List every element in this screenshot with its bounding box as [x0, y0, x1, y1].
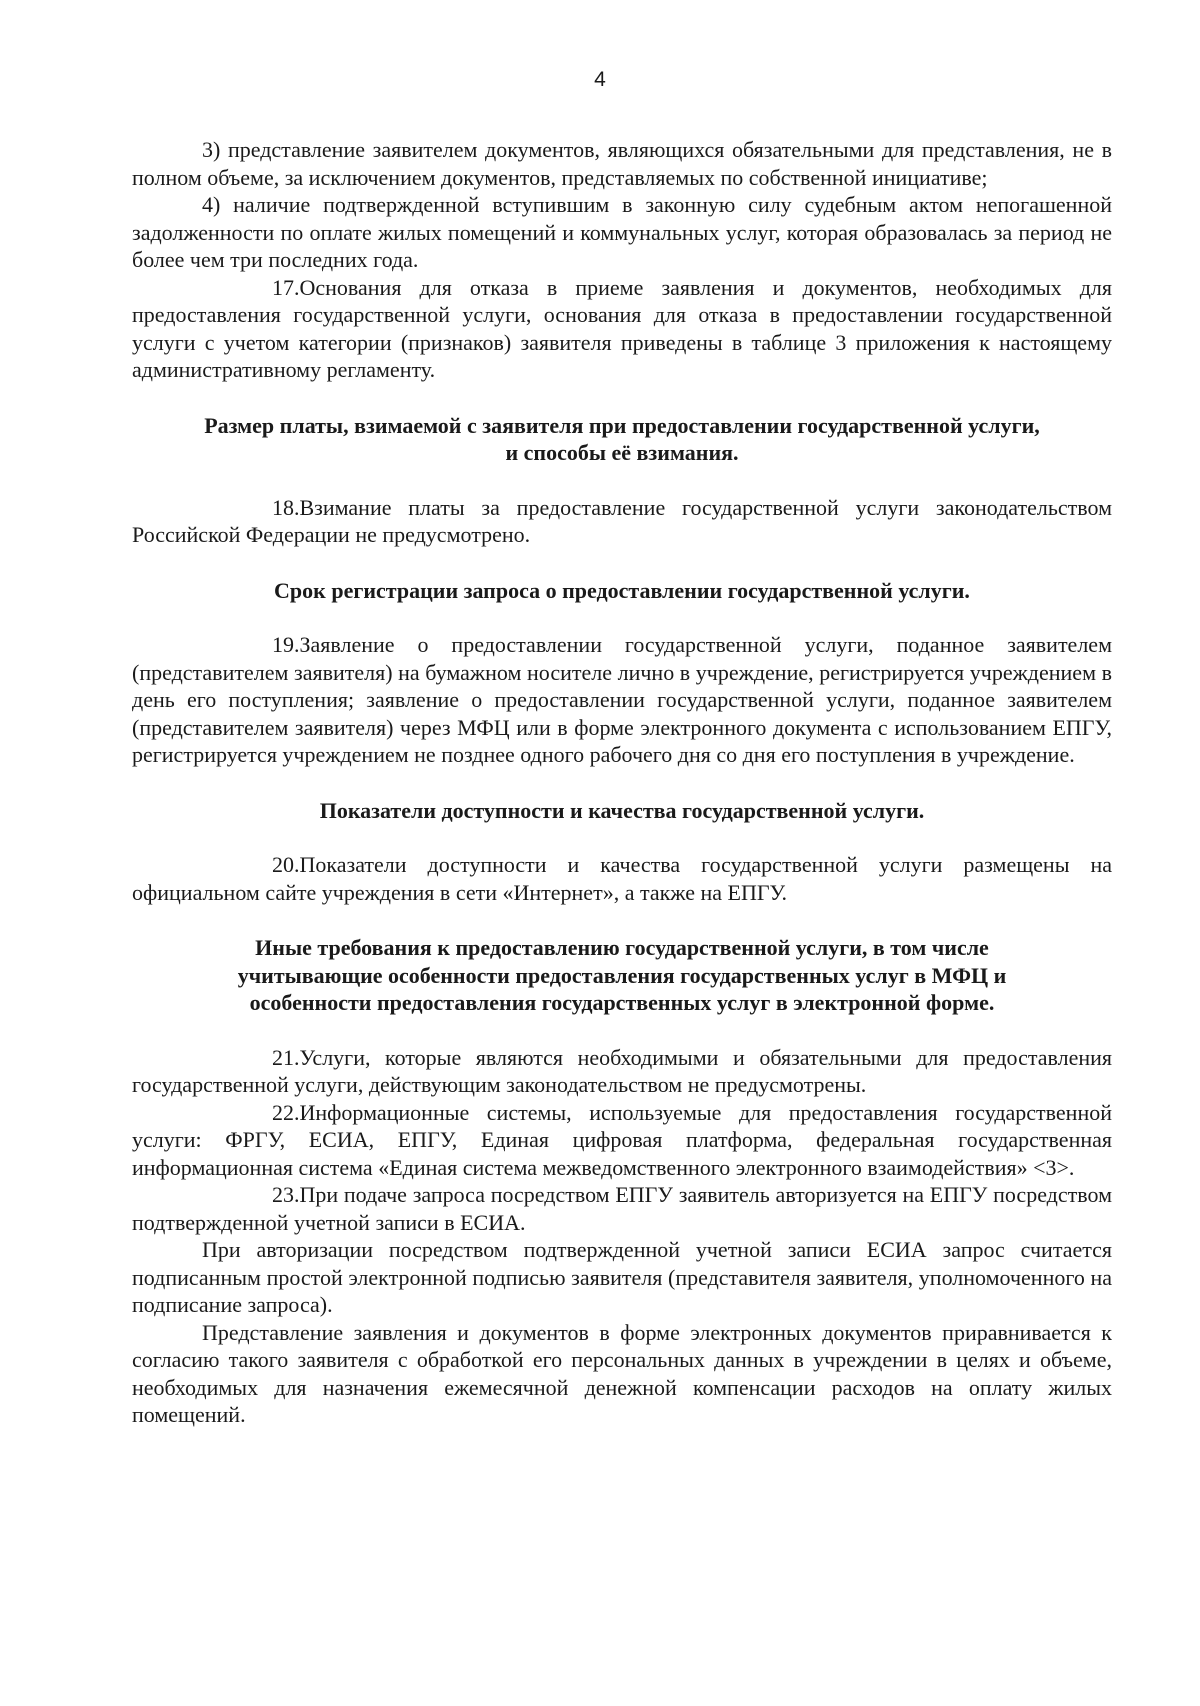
paragraph-number: 20.	[272, 852, 300, 877]
paragraph-text: Основания для отказа в приеме заявления и документов, необходимых для предоставления государственной услуги, основания для отказа в предоставлении государственной услуги с учетом категории (признаков) заявителя приведены в таблице 3 приложения к настоящему административному регламенту.	[132, 274, 1112, 382]
section-heading-other-requirements: Иные требования к предоставлению государственной услуги, в том числе учитывающие особенности предоставления государственных услуг в МФЦ и особенности предоставления государственных услуг в электронной форме.	[237, 935, 1007, 1015]
paragraph-20	[132, 851, 1112, 906]
paragraph-number: 18.	[272, 494, 300, 520]
paragraph-19	[132, 631, 1112, 769]
paragraph-text: Взимание платы за предоставление государственной услуги законодательством Российской Федерации не предусмотрено.	[132, 494, 1112, 547]
section-heading-quality: Показатели доступности и качества государственной услуги.	[319, 797, 925, 823]
paragraph-item-4: 4) наличие подтвержденной вступившим в законную силу судебным актом непогашенной задолженности по оплате жилых помещений и коммунальных услуг, которая образовалась за период не более чем три последних года.	[132, 192, 1112, 272]
document-body	[132, 136, 1112, 1429]
paragraph-number: 21.	[272, 1044, 300, 1070]
paragraph-number: 23.	[272, 1182, 300, 1207]
paragraph-17	[132, 274, 1112, 384]
paragraph-22	[132, 1099, 1112, 1182]
paragraph-number: 19.	[272, 632, 300, 657]
paragraph-authorization: При авторизации посредством подтвержденной учетной записи ЕСИА запрос считается подписанным простой электронной подписью заявителя (представителя заявителя, уполномоченного на подписание запроса).	[132, 1237, 1112, 1317]
paragraph-item-3: 3) представление заявителем документов, являющихся обязательными для представления, не в полном объеме, за исключением документов, представляемых по собственной инициативе;	[132, 137, 1112, 190]
paragraph-text: Услуги, которые являются необходимыми и обязательными для предоставления государственной услуги, действующим законодательством не предусмотрены.	[132, 1044, 1112, 1097]
paragraph-number: 17.	[272, 274, 300, 300]
paragraph-number: 22.	[272, 1099, 300, 1125]
page-number: 4	[594, 68, 606, 91]
paragraph-consent: Представление заявления и документов в форме электронных документов приравнивается к согласию такого заявителя с обработкой его персональных данных в учреждении в целях и объеме, необходимых для назначения ежемесячной денежной компенсации расходов на оплату жилых помещений.	[132, 1319, 1112, 1427]
paragraph-21	[132, 1044, 1112, 1099]
paragraph-text: Заявление о предоставлении государственной услуги, поданное заявителем (представителем заявителя) на бумажном носителе лично в учреждение, регистрируется учреждением в день его поступления; заявление о предоставлении государственной услуги, поданное заявителем (представителем заявителя) через МФЦ или в форме электронного документа с использованием ЕПГУ, регистрируется учреждением не позднее одного рабочего дня со дня его поступления в учреждение.	[132, 632, 1112, 767]
paragraph-18	[132, 494, 1112, 549]
paragraph-text: Информационные системы, используемые для предоставления государственной услуги: ФРГУ, ЕСИА, ЕПГУ, Единая цифровая платформа, федеральная государственная информационная система «Единая система межведомственного электронного взаимодействия» <3>.	[132, 1099, 1112, 1180]
section-heading-registration: Срок регистрации запроса о предоставлении государственной услуги.	[274, 577, 970, 603]
paragraph-text: Показатели доступности и качества государственной услуги размещены на официальном сайте учреждения в сети «Интернет», а также на ЕПГУ.	[132, 852, 1112, 905]
paragraph-text: При подаче запроса посредством ЕПГУ заявитель авторизуется на ЕПГУ посредством подтвержденной учетной записи в ЕСИА.	[132, 1182, 1112, 1235]
section-heading-fee: Размер платы, взимаемой с заявителя при предоставлении государственной услуги, и способы её взимания.	[204, 412, 1040, 465]
paragraph-23	[132, 1181, 1112, 1236]
